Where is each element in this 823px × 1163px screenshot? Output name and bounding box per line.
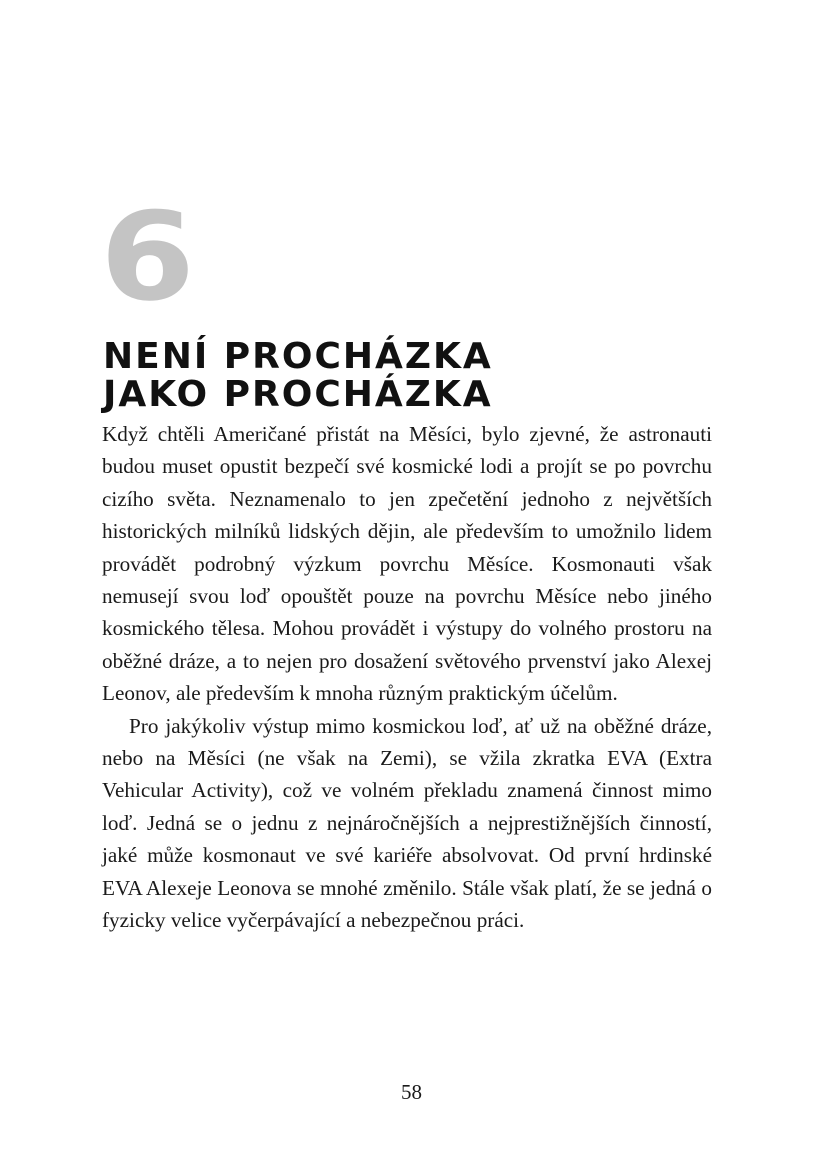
chapter-title-line-1: NENÍ PROCHÁZKA xyxy=(103,336,493,377)
paragraph-2: Pro jakýkoliv výstup mimo kosmickou loď, ať už na oběžné dráze, nebo na Měsíci (ne však na Zemi), se vžila zkratka EVA (Extra Vehicular Activity), což ve volném překladu znamená činnost mimo loď. Jedná se o jednu z nejnáročnějších a nejprestižnějších činností, jaké může kosmonaut ve své kariéře absolvovat. Od první hrdinské EVA Alexeje Leonova se mnohé změnilo. Stále však platí, že se jedná o fyzicky velice vyčerpávající a nebezpečnou práci. xyxy=(102,713,712,933)
page-number: 58 xyxy=(401,1080,422,1104)
body-text xyxy=(102,418,712,937)
chapter-title-line-2: JAKO PROCHÁZKA xyxy=(103,374,493,415)
chapter-number: 6 xyxy=(100,186,196,328)
paragraph-1: Když chtěli Američané přistát na Měsíci, bylo zjevné, že astronauti budou muset opustit bezpečí své kosmické lodi a projít se po povrchu cizího světa. Neznamenalo to jen zpečetění jednoho z největších historických milníků lidských dějin, ale především to umožnilo lidem provádět podrobný výzkum povrchu Měsíce. Kosmonauti však nemusejí svou loď opouštět pouze na povrchu Měsíce nebo jiného kosmického tělesa. Mohou provádět i výstupy do volného prostoru na oběžné dráze, a to nejen pro dosažení světového prvenství jako Alexej Leonov, ale především k mnoha různým praktickým účelům. xyxy=(102,422,712,706)
chapter-title xyxy=(103,338,663,414)
